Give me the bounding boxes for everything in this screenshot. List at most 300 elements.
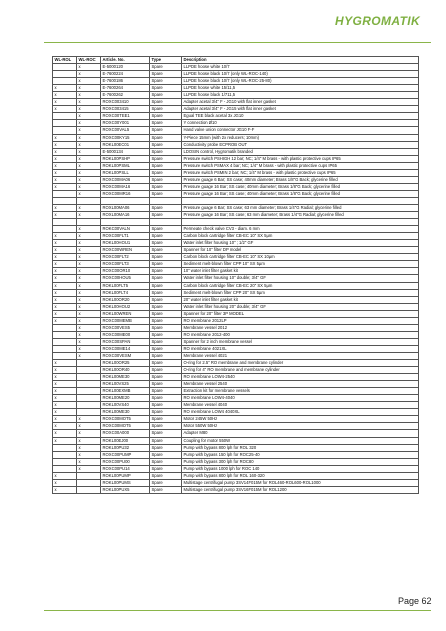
description-cell: RO membrane LOW4-2540	[182, 374, 419, 381]
article-no-cell: ROKL00PUX5	[101, 486, 150, 493]
type-cell: Spare	[150, 148, 182, 155]
description-cell: Adapter acetal 3/4" F - JG15 with flat inner gasket	[182, 106, 419, 113]
type-cell: Spare	[150, 282, 182, 289]
wl-rol-cell: x	[53, 204, 77, 211]
type-cell: Spare	[150, 275, 182, 282]
table-row	[53, 71, 419, 78]
brand-name: HYGROMATIK	[335, 14, 421, 28]
wl-roc-cell	[77, 409, 101, 416]
wl-roc-cell: x	[77, 226, 101, 233]
wl-roc-cell: x	[77, 254, 101, 261]
description-cell: LLPDE hoose black 10/7 (only WL-ROC-25-80)	[182, 78, 419, 85]
article-no-cell: ROKL00EJ00	[101, 437, 150, 444]
article-no-cell: ROKL00ME30	[101, 409, 150, 416]
wl-rol-cell: x	[53, 254, 77, 261]
table-row	[53, 465, 419, 472]
wl-rol-cell: x	[53, 437, 77, 444]
article-no-cell: ROXC00TEE1	[101, 113, 150, 120]
table-row	[53, 324, 419, 331]
wl-rol-cell: x	[53, 99, 77, 106]
wl-roc-cell: x	[77, 71, 101, 78]
wl-rol-cell: x	[53, 479, 77, 486]
article-no-cell: ROXC00MOT5	[101, 416, 150, 423]
type-cell: Spare	[150, 374, 182, 381]
description-cell: Pump with bypass 300 lph for ROC80	[182, 458, 419, 465]
wl-roc-cell: x	[77, 127, 101, 134]
type-cell: Spare	[150, 338, 182, 345]
table-row	[53, 296, 419, 303]
wl-roc-cell	[77, 402, 101, 409]
article-no-cell: ROKL00VS25	[101, 381, 150, 388]
article-no-cell: ROXC003410	[101, 99, 150, 106]
description-cell: Motor 245W 50Hz	[182, 416, 419, 423]
article-no-cell: ROKL00PSHP	[101, 155, 150, 162]
table-row	[53, 395, 419, 402]
wl-roc-cell: x	[77, 338, 101, 345]
wl-rol-cell	[53, 78, 77, 85]
type-cell: Spare	[150, 64, 182, 71]
description-cell: Carbon block cartridge filter CB-EC 10" SX 5µm	[182, 233, 419, 240]
type-cell: Spare	[150, 190, 182, 197]
wl-roc-cell: x	[77, 331, 101, 338]
wl-rol-cell: x	[53, 261, 77, 268]
wl-roc-cell: x	[77, 430, 101, 437]
description-cell: Sediment melt-blown filter CPP 10" SX 5µm	[182, 261, 419, 268]
type-cell: Spare	[150, 423, 182, 430]
wl-roc-cell	[77, 381, 101, 388]
wl-roc-cell	[77, 388, 101, 395]
description-cell: Egual TEE black acetal 3x JG10	[182, 113, 419, 120]
article-no-cell: ROKL00PUMS	[101, 479, 150, 486]
type-cell: Spare	[150, 92, 182, 99]
article-no-cell: ROKL00FLT5	[101, 282, 150, 289]
wl-roc-cell: x	[77, 212, 101, 219]
article-no-cell: E-7600264	[101, 85, 150, 92]
type-cell: Spare	[150, 99, 182, 106]
wl-roc-cell	[77, 374, 101, 381]
article-no-cell: E-7600224	[101, 71, 150, 78]
description-cell: Y-Piece 15mm (with 2x reducers; 10mm)	[182, 134, 419, 141]
article-no-cell: ROXC00FLT3	[101, 261, 150, 268]
description-cell: LLPDE hoose black 10/7 (only WL-ROC-140)	[182, 71, 419, 78]
table-row	[53, 310, 419, 317]
table-row	[53, 92, 419, 99]
description-cell: RO membrane LOW4-4040	[182, 395, 419, 402]
article-no-cell: ROXC00MOT5	[101, 423, 150, 430]
wl-rol-cell: x	[53, 430, 77, 437]
description-cell: Pressure guage 6 Bar; SS case; 40mm diameter; Brass 1/8"G Back; glycerine filled	[182, 176, 419, 183]
table-row	[53, 486, 419, 493]
table-row	[53, 226, 419, 233]
table-row	[53, 148, 419, 155]
wl-roc-cell: x	[77, 155, 101, 162]
wl-rol-cell: x	[53, 169, 77, 176]
wl-roc-cell: x	[77, 99, 101, 106]
article-no-cell: ROKL00FLT4	[101, 289, 150, 296]
type-cell: Spare	[150, 268, 182, 275]
type-cell: Spare	[150, 212, 182, 219]
description-cell: RO membrane 4021XL	[182, 345, 419, 352]
table-row	[53, 141, 419, 148]
wl-rol-cell: x	[53, 310, 77, 317]
column-header-description: Description	[182, 57, 419, 64]
description-cell: O-ring for 4" RO membrane and membrane cylinder	[182, 367, 419, 374]
article-no-cell: ROXC00SPAN	[101, 338, 150, 345]
page-number: Page 62	[398, 596, 432, 606]
type-cell: Spare	[150, 388, 182, 395]
wl-roc-cell	[77, 219, 101, 226]
description-cell: LDOSIN control, Hygromatik branded	[182, 148, 419, 155]
type-cell: Spare	[150, 247, 182, 254]
description-cell: Pressure switch PSHIGH 12 bar; NC; 1/4" M brass - with plastic protective cups IP65	[182, 155, 419, 162]
table-row	[53, 402, 419, 409]
table-row	[53, 219, 419, 226]
type-cell: Spare	[150, 331, 182, 338]
wl-rol-cell: x	[53, 247, 77, 254]
description-cell: Pressure guage 6 Bar; SS case; 63 mm diameter; Brass 1/4"G Radial; glycerine filled	[182, 204, 419, 211]
wl-roc-cell: x	[77, 310, 101, 317]
table-row	[53, 183, 419, 190]
wl-roc-cell: x	[77, 240, 101, 247]
type-cell: Spare	[150, 416, 182, 423]
wl-rol-cell: x	[53, 381, 77, 388]
article-no-cell: ROXL00MA06	[101, 204, 150, 211]
wl-roc-cell	[77, 479, 101, 486]
article-no-cell: E-5000120	[101, 64, 150, 71]
description-cell: Water inlet filter housing 10" double; 3/4" GF	[182, 275, 419, 282]
article-no-cell: ROXC00FLT2	[101, 254, 150, 261]
wl-rol-cell: x	[53, 472, 77, 479]
description-cell: Coupling for motor 550W	[182, 437, 419, 444]
wl-rol-cell: x	[53, 374, 77, 381]
article-no-cell: ROXC00OR10	[101, 268, 150, 275]
table-row	[53, 458, 419, 465]
table-row	[53, 204, 419, 211]
description-cell: Carbon block cartridge filter CB-EC 10" SX 10µm	[182, 254, 419, 261]
description-cell: LLPDE hoose black 1/711,5	[182, 92, 419, 99]
wl-roc-cell: x	[77, 183, 101, 190]
table-row	[53, 169, 419, 176]
article-no-cell: ROXC00Y001	[101, 120, 150, 127]
table-row	[53, 106, 419, 113]
description-cell: Conductivity probe ECPROB OUT	[182, 141, 419, 148]
description-cell: Pressure guage 16 Bar; SS case; 40mm diameter; Brass 1/8"G Back; glycerine filled	[182, 190, 419, 197]
article-no-cell	[101, 219, 150, 226]
description-cell: Pump with bypass 150 lph for ROC25-40	[182, 451, 419, 458]
article-no-cell: ROKL00HOU2	[101, 303, 150, 310]
wl-rol-cell	[53, 331, 77, 338]
wl-roc-cell: x	[77, 113, 101, 120]
article-no-cell: ROXC00HOU5	[101, 275, 150, 282]
header-rule	[44, 42, 431, 43]
wl-roc-cell: x	[77, 303, 101, 310]
table-row	[53, 374, 419, 381]
wl-roc-cell: x	[77, 64, 101, 71]
article-no-cell: ROKL00PSML	[101, 162, 150, 169]
article-no-cell: ROKL00ME20	[101, 395, 150, 402]
table-row	[53, 162, 419, 169]
column-header-wl-rol: WL-ROL	[53, 57, 77, 64]
table-row	[53, 127, 419, 134]
table-row	[53, 331, 419, 338]
wl-rol-cell: x	[53, 176, 77, 183]
wl-roc-cell: x	[77, 134, 101, 141]
description-cell: Membrane vessel 4040	[182, 402, 419, 409]
wl-rol-cell	[53, 324, 77, 331]
type-cell: Spare	[150, 162, 182, 169]
type-cell	[150, 197, 182, 204]
description-cell: RO membrane 2012-400	[182, 331, 419, 338]
column-header-wl-roc: WL-ROC	[77, 57, 101, 64]
type-cell: Spare	[150, 303, 182, 310]
wl-roc-cell	[77, 472, 101, 479]
article-no-cell: ROXC00WREN	[101, 247, 150, 254]
wl-rol-cell	[53, 127, 77, 134]
wl-roc-cell: x	[77, 423, 101, 430]
article-no-cell: ROXC00ME00	[101, 331, 150, 338]
wl-rol-cell: x	[53, 296, 77, 303]
type-cell: Spare	[150, 176, 182, 183]
description-cell: Motor 550W 50Hz	[182, 423, 419, 430]
wl-roc-cell: x	[77, 268, 101, 275]
wl-roc-cell: x	[77, 437, 101, 444]
wl-rol-cell: x	[53, 282, 77, 289]
type-cell: Spare	[150, 296, 182, 303]
description-cell: 10" water inlet filter gasket kit	[182, 268, 419, 275]
type-cell: Spare	[150, 183, 182, 190]
wl-roc-cell	[77, 486, 101, 493]
table-row	[53, 352, 419, 359]
type-cell: Spare	[150, 78, 182, 85]
type-cell: Spare	[150, 240, 182, 247]
table-row	[53, 451, 419, 458]
wl-roc-cell: x	[77, 275, 101, 282]
table-row	[53, 479, 419, 486]
wl-roc-cell: x	[77, 148, 101, 155]
table-row	[53, 240, 419, 247]
wl-rol-cell: x	[53, 183, 77, 190]
wl-rol-cell	[53, 64, 77, 71]
type-cell: Spare	[150, 324, 182, 331]
spare-parts-table	[52, 56, 419, 494]
table-row	[53, 472, 419, 479]
article-no-cell: E-7600186	[101, 78, 150, 85]
description-cell: Carbon block cartridge filter CB-EC 20" SX 5µm	[182, 282, 419, 289]
wl-rol-cell: x	[53, 303, 77, 310]
table-row	[53, 416, 419, 423]
wl-roc-cell: x	[77, 92, 101, 99]
article-no-cell: ROKL00PU32	[101, 444, 150, 451]
article-no-cell: ROKL00HOU1	[101, 240, 150, 247]
article-no-cell: ROKL00OR25	[101, 360, 150, 367]
description-cell: Membrane vessel 2540	[182, 381, 419, 388]
article-no-cell: ROXC00A000	[101, 430, 150, 437]
type-cell: Spare	[150, 458, 182, 465]
article-no-cell: ROXC00MR16	[101, 190, 150, 197]
wl-roc-cell: x	[77, 458, 101, 465]
article-no-cell: E-5000134	[101, 148, 150, 155]
type-cell: Spare	[150, 310, 182, 317]
wl-rol-cell: x	[53, 141, 77, 148]
wl-roc-cell	[77, 197, 101, 204]
table-row	[53, 85, 419, 92]
article-no-cell: ROKC00VALN	[101, 226, 150, 233]
wl-roc-cell	[77, 395, 101, 402]
article-no-cell: ROKL00WREN	[101, 310, 150, 317]
article-no-cell: ROXC00MA16	[101, 183, 150, 190]
description-cell: Pump with bypass 800 lph for ROL 320	[182, 444, 419, 451]
table-row	[53, 409, 419, 416]
description-cell: 20" water inlet filter gasket kit	[182, 296, 419, 303]
wl-roc-cell: x	[77, 416, 101, 423]
description-cell	[182, 219, 419, 226]
article-no-cell: ROXC00VESM	[101, 352, 150, 359]
table-row	[53, 134, 419, 141]
type-cell: Spare	[150, 317, 182, 324]
type-cell: Spare	[150, 381, 182, 388]
description-cell: Adapter acetal 3/4" F - JG10 with flat inner gasket	[182, 99, 419, 106]
wl-roc-cell: x	[77, 289, 101, 296]
wl-roc-cell: x	[77, 261, 101, 268]
type-cell: Spare	[150, 444, 182, 451]
table-header	[53, 57, 419, 64]
wl-roc-cell: x	[77, 317, 101, 324]
wl-rol-cell: x	[53, 85, 77, 92]
description-cell: Permeate check valve CV3 - diam. 6 mm	[182, 226, 419, 233]
description-cell: Water inlet filter housing 10" ; 1/2" GF	[182, 240, 419, 247]
table-row	[53, 388, 419, 395]
description-cell: Pressure switch PSMIN 2 bar; NC; 1/4" M brass - with plastic protective cups IP65	[182, 169, 419, 176]
wl-rol-cell: x	[53, 317, 77, 324]
wl-rol-cell: x	[53, 416, 77, 423]
wl-rol-cell: x	[53, 212, 77, 219]
wl-rol-cell: x	[53, 92, 77, 99]
wl-rol-cell: x	[53, 148, 77, 155]
table-row	[53, 275, 419, 282]
type-cell: Spare	[150, 486, 182, 493]
table-row	[53, 176, 419, 183]
wl-roc-cell: x	[77, 106, 101, 113]
wl-rol-cell: x	[53, 367, 77, 374]
table-row	[53, 268, 419, 275]
table-row	[53, 437, 419, 444]
type-cell: Spare	[150, 155, 182, 162]
wl-roc-cell	[77, 360, 101, 367]
table-row	[53, 233, 419, 240]
description-cell: O-ring for 2.5" RO membrane and membrane cylinder	[182, 360, 419, 367]
article-no-cell: ROKL00VS40	[101, 402, 150, 409]
table-row	[53, 212, 419, 219]
type-cell: Spare	[150, 85, 182, 92]
table-row	[53, 64, 419, 71]
description-cell: Extraction kit for membrane vessels	[182, 388, 419, 395]
type-cell: Spare	[150, 465, 182, 472]
table-row	[53, 381, 419, 388]
article-no-cell	[101, 197, 150, 204]
column-header-article-no: Article. No.	[101, 57, 150, 64]
type-cell: Spare	[150, 437, 182, 444]
table-row	[53, 317, 419, 324]
wl-roc-cell: x	[77, 85, 101, 92]
table-row	[53, 261, 419, 268]
description-cell: Y connection Ø10	[182, 120, 419, 127]
description-cell: Water inlet filter housing 20" double; 3/4" GF	[182, 303, 419, 310]
article-no-cell: ROKL00EXMB	[101, 388, 150, 395]
description-cell: Pressure guage 16 Bar; SS case; 63 mm diameter; Brass 1/4"G Radial; glycerine filled	[182, 212, 419, 219]
article-no-cell: ROXC00FLT1	[101, 233, 150, 240]
table-row	[53, 113, 419, 120]
wl-rol-cell: x	[53, 486, 77, 493]
header-row	[53, 57, 419, 64]
table-row	[53, 155, 419, 162]
table-row	[53, 430, 419, 437]
type-cell: Spare	[150, 254, 182, 261]
wl-rol-cell	[53, 465, 77, 472]
type-cell: Spare	[150, 430, 182, 437]
article-no-cell: ROXC00ME14	[101, 345, 150, 352]
article-no-cell: ROKL00OR40	[101, 367, 150, 374]
wl-roc-cell: x	[77, 176, 101, 183]
table-row	[53, 254, 419, 261]
wl-rol-cell: x	[53, 289, 77, 296]
brand-logo	[335, 14, 431, 27]
type-cell: Spare	[150, 233, 182, 240]
type-cell: Spare	[150, 204, 182, 211]
table-row	[53, 247, 419, 254]
table-row	[53, 197, 419, 204]
wl-rol-cell: x	[53, 268, 77, 275]
wl-roc-cell: x	[77, 78, 101, 85]
description-cell: Pump with bypass 1000 lph for ROC 140	[182, 465, 419, 472]
description-cell: Adapter M80	[182, 430, 419, 437]
description-cell: Hand valve union connector JG10 F-F	[182, 127, 419, 134]
description-cell: Sediment melt-blown filter CPP 20" SX 5µm	[182, 289, 419, 296]
column-header-type: Type	[150, 57, 182, 64]
table-row	[53, 289, 419, 296]
article-no-cell: ROXC00PUMP	[101, 451, 150, 458]
type-cell: Spare	[150, 169, 182, 176]
wl-roc-cell: x	[77, 296, 101, 303]
table-row	[53, 367, 419, 374]
description-cell: Pressure switch PSMAX 4 bar; NC; 1/4" M brass - with plastic protective cups IP65	[182, 162, 419, 169]
wl-rol-cell: x	[53, 106, 77, 113]
wl-rol-cell	[53, 226, 77, 233]
article-no-cell: ROXC00PU00	[101, 458, 150, 465]
wl-rol-cell	[53, 444, 77, 451]
wl-rol-cell: x	[53, 360, 77, 367]
table-row	[53, 99, 419, 106]
description-cell: Spanner for 2 inch membrane vessel	[182, 338, 419, 345]
footer-rule	[44, 610, 431, 611]
description-cell: Membrane vessel 2012	[182, 324, 419, 331]
wl-rol-cell: x	[53, 240, 77, 247]
table-body	[53, 64, 419, 494]
type-cell	[150, 219, 182, 226]
wl-roc-cell: x	[77, 169, 101, 176]
type-cell: Spare	[150, 127, 182, 134]
wl-roc-cell: x	[77, 204, 101, 211]
description-cell: Spanner for 10" filter DP model	[182, 247, 419, 254]
wl-rol-cell	[53, 458, 77, 465]
type-cell: Spare	[150, 360, 182, 367]
type-cell: Spare	[150, 395, 182, 402]
wl-rol-cell: x	[53, 409, 77, 416]
wl-roc-cell: x	[77, 465, 101, 472]
type-cell: Spare	[150, 141, 182, 148]
wl-roc-cell: x	[77, 282, 101, 289]
wl-roc-cell: x	[77, 352, 101, 359]
type-cell: Spare	[150, 402, 182, 409]
